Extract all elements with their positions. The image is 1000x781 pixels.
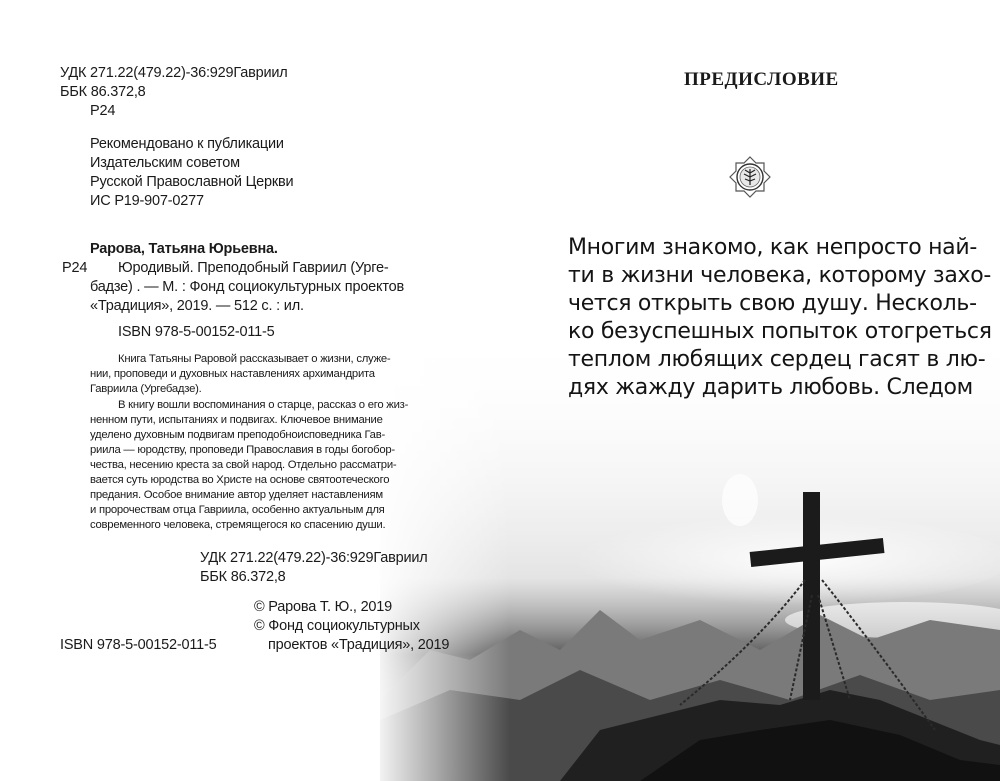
recommend-line: Русской Православной Церкви [90,174,294,190]
bib-line: бадзе) . — М. : Фонд социокультурных проектов [90,279,404,295]
recommend-line: ИС Р19-907-0277 [90,193,204,209]
isbn-main: ISBN 978-5-00152-011-5 [118,324,275,340]
bbk-top: ББК 86.372,8 [60,84,146,100]
copyright-publisher: проектов «Традиция», 2019 [268,637,450,653]
copyright-author: © Рарова Т. Ю., 2019 [254,599,393,615]
abstract-line: уделено духовным подвигам преподобноисповедника Гав- [90,429,385,441]
body-line: Многим знакомо, как непросто най- [568,235,977,260]
abstract-line: Книга Татьяны Раровой рассказывает о жизни, служе- [118,353,391,365]
abstract-line: В книгу вошли воспоминания о старце, рассказ о его жиз- [118,399,409,411]
abstract-line: Гавриила (Ургебадзе). [90,383,202,395]
abstract-line: нии, проповеди и духовных наставлениях архимандрита [90,368,375,380]
recommend-line: Рекомендовано к публикации [90,136,284,152]
tree-ornament-icon [728,155,772,199]
udk-top: УДК 271.22(479.22)-36:929Гавриил [60,65,288,81]
bbk-bottom: ББК 86.372,8 [200,569,286,585]
body-line: дях жажду дарить любовь. Следом [568,375,973,400]
bib-line: Юродивый. Преподобный Гавриил (Урге- [118,260,389,276]
code-top: Р24 [90,103,116,119]
body-line: теплом любящих сердец гасят в лю- [568,347,986,372]
body-line: ти в жизни человека, которому захо- [568,263,992,288]
abstract-line: предания. Особое внимание автор уделяет наставлениям [90,489,383,501]
abstract-line: и пророчествам отца Гавриила, особенно актуальным для [90,504,385,516]
section-title: ПРЕДИСЛОВИЕ [684,69,839,90]
bib-line: «Традиция», 2019. — 512 с. : ил. [90,298,304,314]
code-side: Р24 [62,260,88,276]
abstract-line: чества, несению креста за свой народ. Отдельно рассматри- [90,459,397,471]
abstract-line: вается суть юродства во Христе на основе святоотеческого [90,474,390,486]
body-line: ко безуспешных попыток отогреться [568,319,992,344]
isbn-bottom: ISBN 978-5-00152-011-5 [60,637,217,653]
abstract-line: риила — юродству, проповеди Православия в годы богобор- [90,444,395,456]
copyright-publisher: © Фонд социокультурных [254,618,420,634]
recommend-line: Издательским советом [90,155,240,171]
abstract-line: современного человека, стремящегося ко спасению души. [90,519,386,531]
body-line: чется открыть свою душу. Несколь- [568,291,977,316]
abstract-line: ненном пути, испытаниях и подвигах. Ключевое внимание [90,414,383,426]
udk-bottom: УДК 271.22(479.22)-36:929Гавриил [200,550,428,566]
author-name: Рарова, Татьяна Юрьевна. [90,241,278,257]
